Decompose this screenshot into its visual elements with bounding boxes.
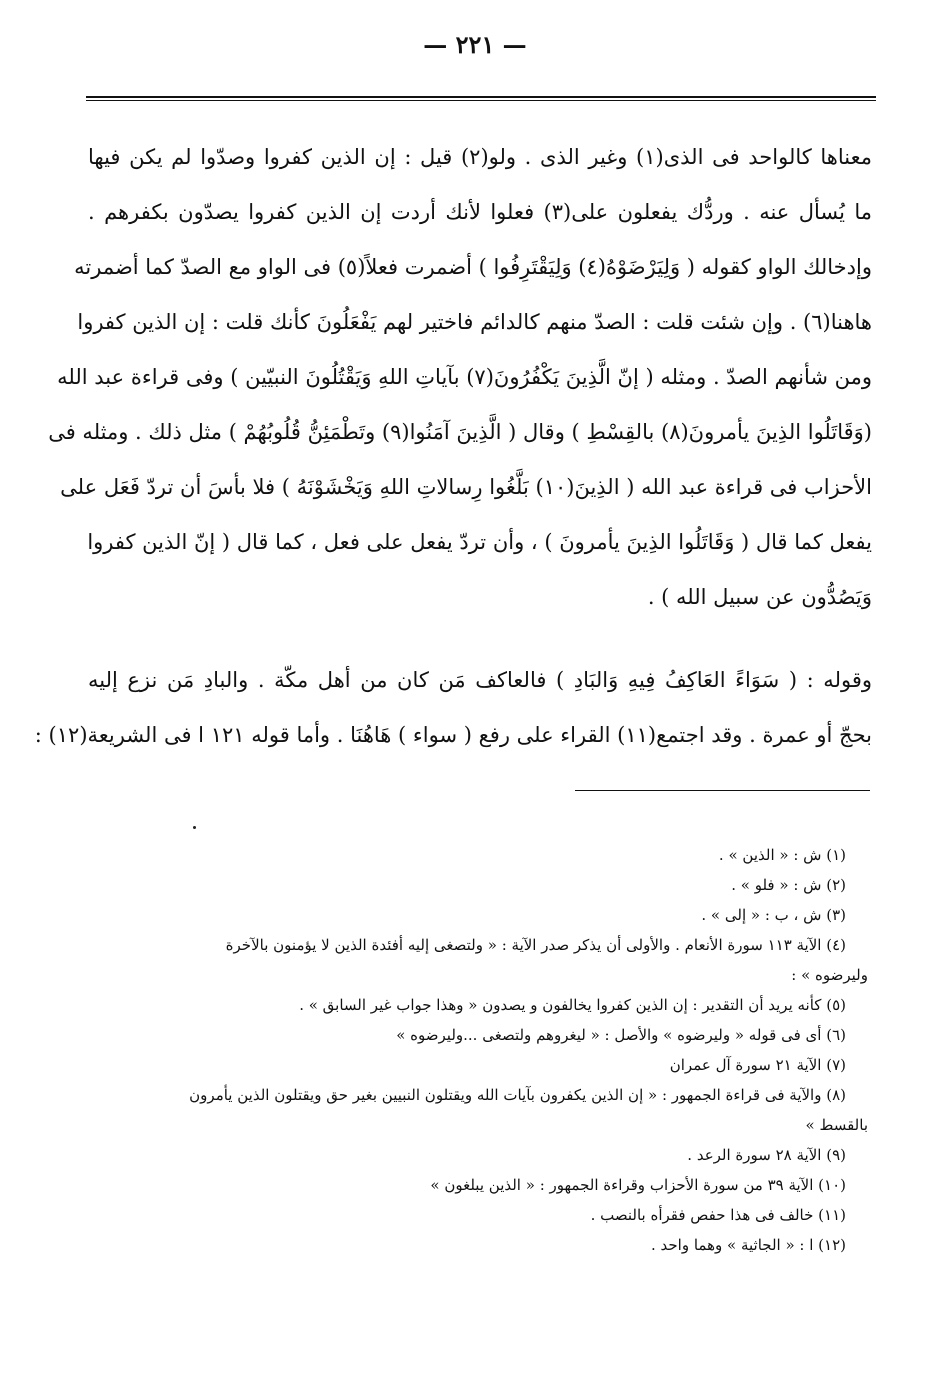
text-line: يفعل كما قال ( وَقَاتَلُوا الذِينَ يأمرونَ ) ، وأن تردّ يفعل على فعل ، كما قال ( إنّ الذين كفروا — [87, 530, 872, 554]
text-line: الأحزاب فى قراءة عبد الله ( الذِينَ(١٠) بَلَّغُوا رِسالاتِ اللهِ وَيَخْشَوْنَهُ ) فلا بأسَ أن تردّ فَعَل على — [60, 475, 872, 499]
paragraph-gap — [88, 625, 872, 653]
footnote: (١٢) ا : « الجاثية » وهما واحد . — [650, 1236, 846, 1254]
text-line: (وَقَاتَلُوا الذِينَ يأمرونَ(٨) بالقِسْطِ ) وقال ( الَّذِينَ آمَنُوا(٩) وتَطْمَئِنُّ قُلُوبُهُمْ ) مثل ذلك . ومثله فى — [48, 420, 872, 444]
text-line: وقوله : ( سَوَاءً العَاكِفُ فِيهِ وَالبَادِ ) فالعاكف مَن كان من أهل مكّة . والبادِ مَن نزع إليه — [88, 668, 872, 692]
footnote-continuation: بالقسط » — [805, 1116, 868, 1134]
page-number: — ٢٢١ — — [423, 30, 527, 59]
footnote-continuation: وليرضوه » : — [791, 966, 868, 984]
footnote: (٥) كأنه يريد أن التقدير : إن الذين كفروا يخالفون و يصدون « وهذا جواب غير السابق » . — [299, 996, 846, 1014]
footnote: (١٠) الآية ٣٩ من سورة الأحزاب وقراءة الجمهور : « الذين يبلغون » — [430, 1176, 846, 1194]
header-rule — [86, 96, 876, 101]
footnote: (٤) الآية ١١٣ سورة الأنعام . والأولى أن يذكر صدر الآية : « ولتصغى إليه أفئدة الذين لا يؤمنون بالآخرة — [225, 936, 846, 954]
text-line: معناها كالواحد فى الذى(١) وغير الذى . ولو(٢) قيل : إن الذين كفروا وصدّوا لم يكن فيها — [88, 145, 872, 169]
text-line: ما يُسأل عنه . وردُّك يفعلون على(٣) فعلوا لأنك أردت إن الذين كفروا يصدّون بكفرهم . — [88, 200, 872, 224]
ink-speck — [193, 826, 196, 829]
footnote: (٢) ش : « فلو » . — [731, 876, 846, 894]
footnote: (٣) ش ، ب : « إلى » . — [701, 906, 846, 924]
text-line: وإدخالك الواو كقوله ( وَلِيَرْضَوْهُ(٤) وَلِيَقْتَرِفُوا ) أضمرت فعلاً(٥) فى الواو مع الصدّ كما أضمرته — [74, 255, 872, 279]
footnote: (٧) الآية ٢١ سورة آل عمران — [669, 1056, 846, 1074]
text-line: ومن شأنهم الصدّ . ومثله ( إنّ الَّذِينَ يَكْفُرُونَ(٧) بآياتِ اللهِ وَيَقْتُلُونَ النبيّين ) وفى قراءة عبد الله — [57, 365, 872, 389]
footnote: (٦) أى فى قوله « وليرضوه » والأصل : « ليغروهم ولتصغى ...وليرضوه » — [396, 1026, 846, 1044]
footnote: (٩) الآية ٢٨ سورة الرعد . — [687, 1146, 846, 1164]
footnote-separator — [575, 790, 870, 791]
footnotes — [88, 840, 868, 1260]
text-line: بحجّ أو عمرة . وقد اجتمع(١١) القراء على رفع ( سواء ) هَاهُنَا . وأما قوله ١٢١ ا فى الشريعة(١٢) : — [34, 723, 872, 747]
text-line: وَيَصُدُّون عن سبيل الله ) . — [647, 585, 872, 609]
text-line: هاهنا(٦) . وإن شئت قلت : الصدّ منهم كالدائم فاختير لهم يَفْعَلُونَ كأنك قلت : إن الذين كفروا — [77, 310, 872, 334]
footnote: (١) ش : « الذين » . — [718, 846, 846, 864]
footnote: (٨) والآية فى قراءة الجمهور : « إن الذين يكفرون بآيات الله ويقتلون النبيين بغير حق ويقتلون الذين يأمرون — [189, 1086, 846, 1104]
footnote: (١١) خالف فى هذا حفص فقرأه بالنصب . — [590, 1206, 846, 1224]
main-text — [34, 130, 872, 763]
